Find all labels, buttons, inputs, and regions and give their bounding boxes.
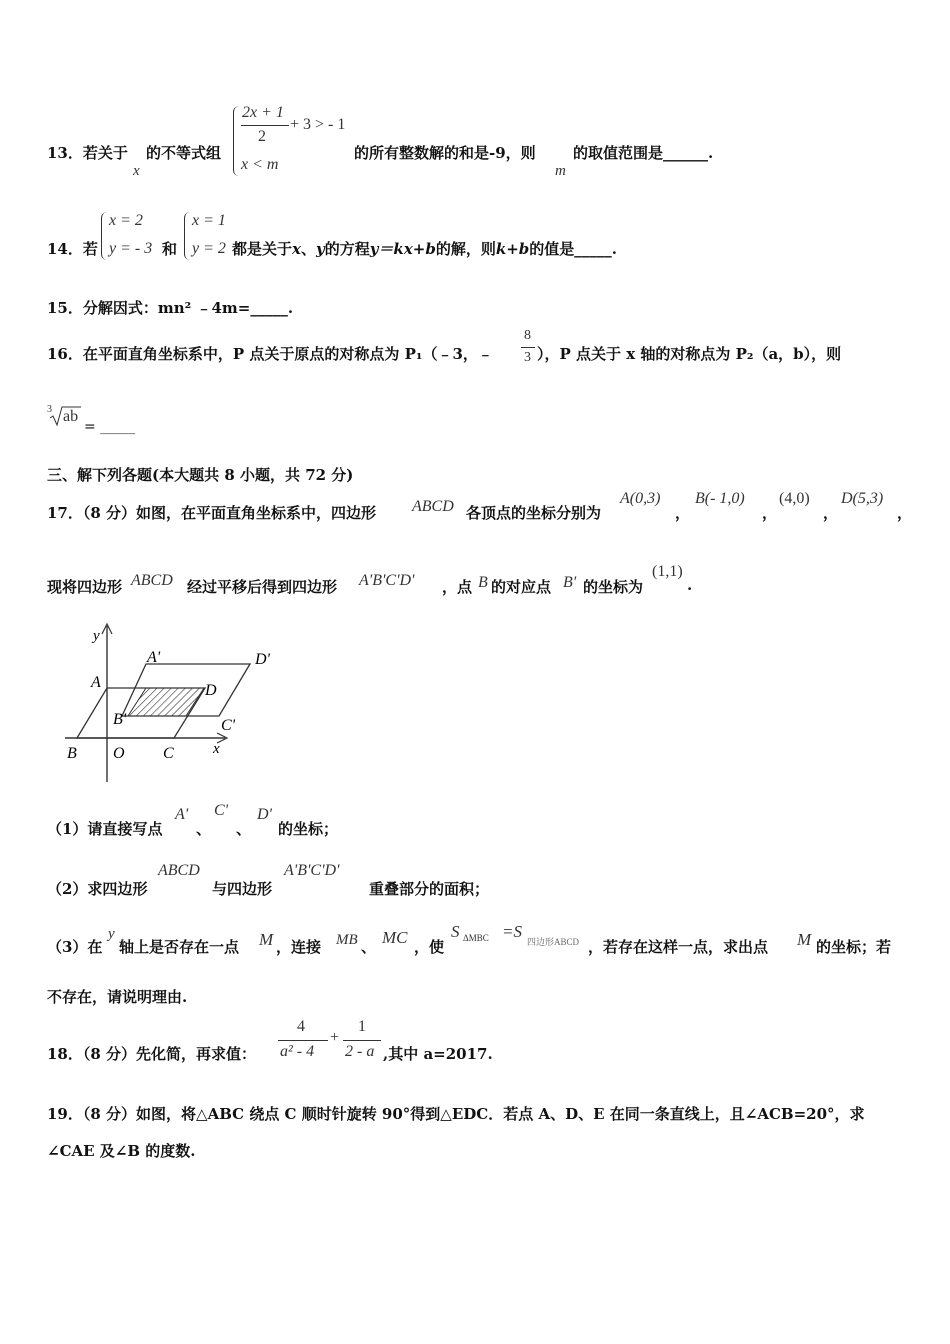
sub3-s-sub1: ΔMBC	[463, 933, 489, 943]
sub2-c: 重叠部分的面积；	[369, 880, 490, 898]
sub3-mb: MB	[336, 932, 358, 948]
q14-s2-line1: x = 1	[192, 212, 226, 229]
q17-ptC: (4,0)	[779, 490, 810, 507]
q19-line1: 19．（8 分）如图，将△ABC 绕点 C 顺时针旋转 90°得到△EDC．若点 A、D、E 在同一条直线上，且∠ACB=20°，求	[47, 1105, 865, 1123]
q17-line2-a: 现将四边形	[47, 578, 123, 596]
q18-f1-line	[278, 1040, 328, 1041]
q17-line2-c: ，点	[442, 578, 473, 596]
q14-label: 14．若	[47, 240, 98, 258]
q14-text-a: 都是关于	[232, 240, 293, 258]
q17-bp-coord: (1,1)	[652, 563, 683, 580]
q14-x: x	[292, 240, 301, 258]
coordinate-figure	[55, 620, 270, 785]
label-D: D	[205, 682, 217, 699]
label-Dp: D'	[255, 651, 270, 668]
q16-text-a: 16．在平面直角坐标系中，P 点关于原点的对称点为 P₁（﹣3，﹣	[47, 345, 493, 363]
q14-text-d: 的值是_____.	[529, 240, 618, 258]
q13-var-x: x	[133, 163, 140, 179]
q18-b: ,其中 a=2017.	[383, 1045, 493, 1063]
q13-sys-num: 2x + 1	[242, 104, 284, 121]
q18-f1-den: a² - 4	[280, 1043, 315, 1060]
q17-ptB: B(- 1,0)	[695, 490, 745, 507]
q17-line2-e: 的坐标为	[583, 578, 644, 596]
overlap-region	[128, 688, 204, 716]
sub3-c: ，连接	[276, 938, 322, 956]
sub3-b: 轴上是否存在一点	[119, 938, 240, 956]
sub3-M2: M	[797, 930, 812, 949]
q16-eq: = _____	[84, 419, 136, 435]
q17-abcd: ABCD	[412, 498, 454, 515]
sub1-sep2: 、	[236, 820, 252, 838]
q14-text-c: 的解，则	[435, 240, 496, 258]
label-O: O	[113, 745, 125, 762]
q14-y: y	[315, 240, 325, 258]
q15-text: 15．分解因式：mn² ﹣4m=_____.	[47, 299, 294, 317]
sub1-cp: C'	[214, 802, 229, 819]
section3-title: 三、解下列各题(本大题共 8 小题，共 72 分)	[47, 466, 354, 484]
sub3-M: M	[259, 930, 274, 949]
q14-sep: 、	[300, 240, 316, 258]
q17-abcd-prime: A'B'C'D'	[359, 572, 415, 589]
q13-text-after: 的所有整数解的和是-9，则	[354, 144, 536, 162]
q14-conj: 和	[162, 240, 178, 258]
q17-line2-d: 的对应点	[491, 578, 552, 596]
label-y: y	[93, 628, 100, 644]
label-B: B	[67, 745, 77, 762]
q13-sys-den: 2	[258, 128, 266, 145]
q18-f2-num: 1	[358, 1018, 366, 1035]
q14-text-b: 的方程	[324, 240, 370, 258]
sub3-a: （3）在	[47, 938, 103, 956]
sub1-sep1: 、	[196, 820, 212, 838]
sub1-b: 的坐标；	[278, 820, 339, 838]
q17-bp: B'	[563, 574, 577, 591]
label-Bp: B'	[113, 711, 127, 728]
label-A: A	[91, 674, 101, 691]
q13-text-end: 的取值范围是______.	[573, 144, 714, 162]
q13-text-mid: 的不等式组	[146, 144, 222, 162]
q13-sys-line2: x < m	[241, 156, 279, 173]
sub3-d: ，使	[414, 938, 445, 956]
q17-ptD: D(5,3)	[841, 490, 884, 507]
q16-root-index: 3	[47, 404, 52, 415]
label-C: C	[163, 745, 174, 762]
q13-var-m: m	[555, 163, 566, 179]
q17-ptA: A(0,3)	[620, 490, 661, 507]
sub1-dp: D'	[257, 806, 272, 823]
label-Cp: C'	[221, 717, 236, 734]
q19-line2: ∠CAE 及∠B 的度数.	[47, 1142, 196, 1160]
q14-eq: y＝kx+b	[369, 240, 436, 258]
q14-s1-line2: y = - 3	[109, 240, 153, 257]
q14-s2-line2: y = 2	[192, 240, 226, 257]
q17-line1-b: 各顶点的坐标分别为	[466, 504, 602, 522]
q18-f2-den: 2 - a	[345, 1043, 375, 1060]
sub3-sep: 、	[361, 938, 377, 956]
sub2-b: 与四边形	[212, 880, 273, 898]
q13-label: 13．若关于	[47, 144, 128, 162]
q17-b: B	[478, 574, 488, 591]
q17-line1-a: 17．（8 分）如图，在平面直角坐标系中，四边形	[47, 504, 377, 522]
sub3-s: S	[451, 922, 460, 941]
q16-frac-line	[521, 347, 535, 348]
sub2-abcd-prime: A'B'C'D'	[284, 862, 340, 879]
q16-frac-den: 3	[524, 350, 531, 365]
q16-root-body: ab	[63, 408, 79, 425]
q17-comma3: ，	[823, 504, 839, 522]
label-x: x	[213, 741, 220, 757]
sub3-mc: MC	[382, 928, 408, 947]
sub2-abcd: ABCD	[158, 862, 200, 879]
q18-plus: +	[330, 1029, 340, 1046]
label-Ap: A'	[147, 649, 161, 666]
q18-f1-num: 4	[297, 1018, 305, 1035]
q14-system2-brace	[184, 212, 190, 260]
q17-abcd-2: ABCD	[131, 572, 173, 589]
q13-system-brace	[233, 106, 240, 176]
sub2-a: （2）求四边形	[47, 880, 148, 898]
sub1-ap: A'	[175, 806, 189, 823]
sub3-eq: =S	[502, 922, 522, 941]
q14-kb: k+b	[495, 240, 530, 258]
q17-line2-b: 经过平移后得到四边形	[187, 578, 338, 596]
q16-frac-num: 8	[524, 328, 531, 343]
sub3-f: 的坐标；若	[816, 938, 892, 956]
q13-sys-rest: + 3 > - 1	[290, 116, 346, 133]
q13-sys-frac-line	[241, 125, 289, 126]
sub3-s-sub2: 四边形ABCD	[527, 937, 580, 947]
q17-comma4: ，	[897, 504, 913, 522]
q18-f2-line	[343, 1040, 381, 1041]
q17-comma1: ，	[675, 504, 691, 522]
sub3-line2: 不存在，请说明理由.	[47, 988, 188, 1006]
q14-s1-line1: x = 2	[109, 212, 143, 229]
q17-end: .	[687, 576, 693, 594]
q14-text	[232, 238, 617, 259]
sub1-a: （1）请直接写点	[47, 820, 163, 838]
q18-a: 18．（8 分）先化简，再求值：	[47, 1045, 257, 1063]
q16-text-b: ），P 点关于 x 轴的对称点为 P₂（a，b），则	[537, 345, 842, 363]
q17-comma2: ，	[762, 504, 778, 522]
sub3-e: ，若存在这样一点，求出点	[588, 938, 769, 956]
q14-system1-brace	[101, 212, 107, 260]
sub3-y: y	[108, 926, 115, 942]
